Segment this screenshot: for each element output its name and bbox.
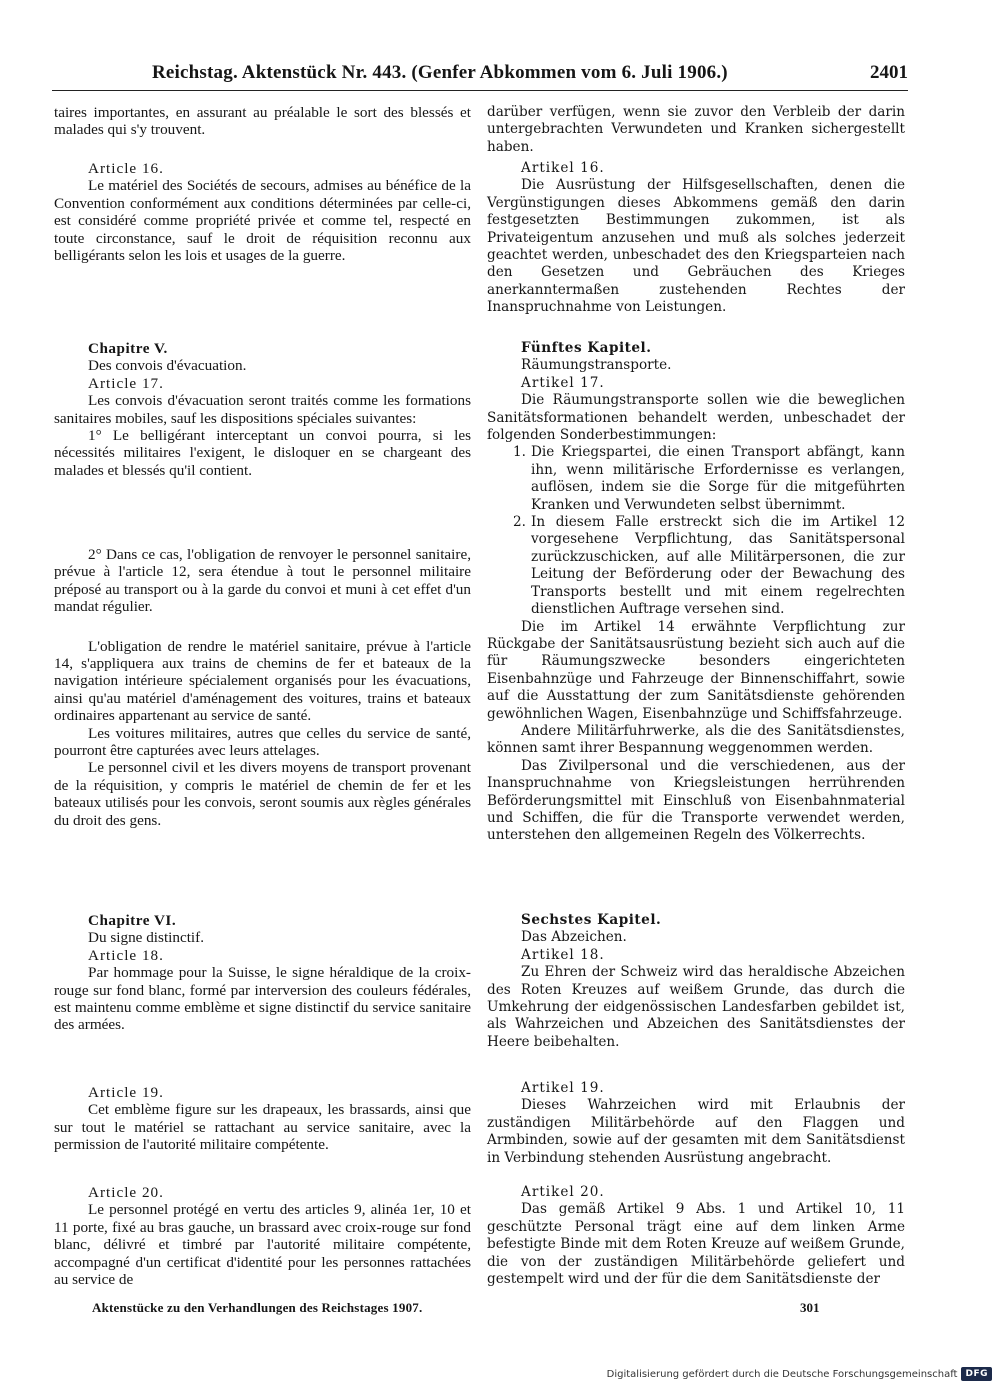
- fr-art17-p1: 1° Le belligérant interceptant un convoi pourra, si les nécessités militaires l'exigent, le disloquer en se chargeant des malades et blessés qu'il contient.: [54, 427, 471, 479]
- fr-art16-text: Le matériel des Sociétés de secours, admises au bénéfice de la Convention conformément aux conditions déterminées par celle-ci, est considéré comme propriété privée et comme tel, respecté en toute circonstance, sauf le droit de réquisition reconnu aux belligérants selon les lois et usages de la guerre.: [54, 177, 471, 265]
- fr-art17-p2: 2° Dans ce cas, l'obligation de renvoyer le personnel sanitaire, prévue à l'article 12, sera étendue à tout le personnel militaire préposé au transport ou à la garde du convoi et muni à cet effet d'un mandat régulier.: [54, 546, 471, 616]
- de-art17-num-1: 1.: [513, 444, 526, 461]
- de-art18-title: Artikel 18.: [521, 946, 605, 963]
- header-title: Reichstag. Aktenstück Nr. 443. (Genfer Abkommen vom 6. Juli 1906.): [152, 62, 728, 83]
- de-chap5-title: Fünftes Kapitel.: [521, 340, 652, 356]
- de-chap5-subtitle: Räumungstransporte.: [521, 357, 672, 374]
- fr-art17-p3: L'obligation de rendre le matériel sanitaire, prévue à l'article 14, s'appliquera aux trains de chemins de fer et bateaux de la navigation intérieure spécialement organisés pour les évacuations, ainsi qu'au matériel d'aménagement des voitures, trains et bateaux ordinaires appartenant au service de santé.: [54, 637, 471, 725]
- fr-art18-text: Par hommage pour la Suisse, le signe héraldique de la croix-rouge sur fond blanc, formé par interversion des couleurs fédérales, est maintenu comme emblème et signe distinctif du service sanitaire des armées.: [54, 964, 471, 1034]
- de-article-19: [487, 1080, 905, 1167]
- de-art17-list: [487, 444, 905, 618]
- fr-chapter-6: [54, 912, 471, 1034]
- de-chap6-subtitle: Das Abzeichen.: [521, 929, 627, 946]
- fr-art17-intro: Les convois d'évacuation seront traités comme les formations sanitaires mobiles, sauf les dispositions spéciales suivantes:: [54, 392, 471, 427]
- de-article-16: [487, 160, 905, 317]
- page-header: [52, 62, 908, 91]
- de-art20-title: Artikel 20.: [521, 1184, 605, 1200]
- fr-chap6-title: Chapitre VI.: [88, 912, 177, 929]
- fr-continuation: [54, 104, 471, 139]
- de-article-20: [487, 1184, 905, 1288]
- fr-article-20: [54, 1184, 471, 1288]
- fr-art17-title: Article 17.: [88, 374, 164, 392]
- header-page-number: 2401: [870, 62, 908, 83]
- de-art17-p3: Die im Artikel 14 erwähnte Verpflichtung zur Rückgabe der Sanitätsausrüstung bezieht sich auch auf die für Räumungszwecke besonders eingerichteten Eisenbahnzüge und Fahrzeuge der Binnenschiffahrt, sowie auf die Ausstattung der zum Sanitätsdienste gehörenden gewöhnlichen Wagen, Eisenbahnzüge und Schiffsfahrzeuge.: [487, 618, 905, 722]
- fr-chapter-5: [54, 340, 471, 479]
- fr-chap5-title: Chapitre V.: [88, 340, 168, 357]
- fr-art18-title: Article 18.: [88, 946, 164, 964]
- fr-art19-title: Article 19.: [88, 1084, 164, 1101]
- de-chap6-title: Sechstes Kapitel.: [521, 912, 662, 928]
- footer-sheet-number: 301: [800, 1300, 820, 1315]
- de-art17-p4: Andere Militärfuhrwerke, als die des Sanitätsdienstes, können samt ihrer Bespannung weggenommen werden.: [487, 722, 905, 757]
- de-cont-text: darüber verfügen, wenn sie zuvor den Verbleib der darin untergebrachten Verwundeten und Kranken sichergestellt haben.: [487, 104, 905, 155]
- de-art16-title: Artikel 16.: [521, 160, 605, 176]
- de-chapter-5: [487, 340, 905, 845]
- de-art20-text: Das gemäß Artikel 9 Abs. 1 und Artikel 10, 11 geschützte Personal trägt eine auf dem linken Arme befestigte Binde mit dem Roten Kreuze auf weißem Grunde, die von der zuständigen Militärbehörde geliefert und gestempelt wird und der für die dem Sanitätsdienste der: [487, 1201, 905, 1288]
- fr-art19-text: Cet emblème figure sur les drapeaux, les brassards, ainsi que sur tout le matériel se rattachant au service sanitaire, avec la permission de l'autorité militaire compétente.: [54, 1101, 471, 1154]
- fr-article-19: [54, 1084, 471, 1154]
- fr-art20-text: Le personnel protégé en vertu des articles 9, alinéa 1er, 10 et 11 porte, fixé au bras gauche, un brassard avec croix-rouge sur fond blanc, délivré et timbré par l'autorité militaire compétente, accompagné d'un certificat d'identité pour les personnes rattachées au service de: [54, 1201, 471, 1289]
- de-art16-text: Die Ausrüstung der Hilfsgesellschaften, denen die Vergünstigungen dieses Abkommens gemäß den darin festgesetzten Bestimmungen zukommen, ist als Privateigentum anzusehen und muß als solches jederzeit geachtet werden, unbeschadet des den Kriegsparteien nach den Gesetzen und Gebräuchen des Krieges anerkanntermaßen zustehenden Rechtes der Inanspruchnahme von Leistungen.: [487, 177, 905, 316]
- fr-article-16: [54, 160, 471, 264]
- fr-art17-p4: Les voitures militaires, autres que celles du service de santé, pourront être capturées avec leurs attelages.: [54, 724, 471, 760]
- de-art18-text: Zu Ehren der Schweiz wird das heraldische Abzeichen des Roten Kreuzes auf weißem Grunde, das durch die Umkehrung der eidgenössischen Landesfarben gebildet ist, als Wahrzeichen und Abzeichen des Sanitätsdienstes der Heere beibehalten.: [487, 964, 905, 1050]
- fr-chap6-subtitle: Du signe distinctif.: [88, 929, 205, 947]
- de-art19-title: Artikel 19.: [521, 1080, 605, 1096]
- fr-art17-p5: Le personnel civil et les divers moyens de transport provenant de la réquisition, y compris le matériel de chemin de fer et les bateaux utilisés pour les convois, seront soumis aux règles générales du droit des gens.: [54, 759, 471, 829]
- de-art17-item-2: [487, 514, 905, 618]
- fr-art17-cont: [54, 546, 471, 829]
- de-art17-intro: Die Räumungstransporte sollen wie die beweglichen Sanitätsformationen behandelt werden, unbeschadet der folgenden Sonderbestimmungen:: [487, 392, 905, 444]
- dfg-logo: DFG: [961, 1367, 992, 1381]
- de-art17-item-1: [487, 444, 905, 514]
- fr-art20-title: Article 20.: [88, 1184, 164, 1201]
- de-art17-num-2: 2.: [513, 514, 526, 531]
- fr-chap5-subtitle: Des convois d'évacuation.: [88, 357, 247, 375]
- footer-publication: Aktenstücke zu den Verhandlungen des Reichstages 1907.: [92, 1300, 423, 1315]
- fr-art16-title: Article 16.: [88, 160, 164, 177]
- fr-cont-text: taires importantes, en assurant au préalable le sort des blessés et malades qui s'y trouvent.: [54, 104, 471, 139]
- digitization-text: Digitalisierung gefördert durch die Deutsche Forschungsgemeinschaft: [606, 1368, 958, 1380]
- de-art17-p5: Das Zivilpersonal und die verschiedenen, aus der Inanspruchnahme von Kriegsleistungen herrührenden Beförderungsmittel mit Einschluß von Eisenbahnmaterial und Schiffen, die für die Transporte verwendet werden, unterstehen den allgemeinen Regeln des Völkerrechts.: [487, 757, 905, 844]
- de-art17-title: Artikel 17.: [521, 374, 605, 391]
- de-art17-item-2-text: In diesem Falle erstreckt sich die im Artikel 12 vorgesehene Verpflichtung, das Sanitätspersonal zurückzuschicken, auf alle Militärpersonen, die zur Leitung der Beförderung oder der Bewachung des Transports bestellt und mit einem regelrechten dienstlichen Auftrage versehen sind.: [531, 514, 905, 618]
- de-chapter-6: [487, 912, 905, 1051]
- digitization-notice: [607, 1367, 992, 1381]
- de-continuation: [487, 104, 905, 156]
- de-art19-text: Dieses Wahrzeichen wird mit Erlaubnis der zuständigen Militärbehörde auf den Flaggen und Armbinden, sowie auf der gesamten mit dem Sanitätsdienst in Verbindung stehenden Ausrüstung angebracht.: [487, 1097, 905, 1166]
- de-art17-item-1-text: Die Kriegspartei, die einen Transport abfängt, kann ihn, wenn militärische Erfordernisse es verlangen, auflösen, indem sie die Sorge für die mitgeführten Kranken und Verwundeten selbst übernimmt.: [531, 444, 905, 513]
